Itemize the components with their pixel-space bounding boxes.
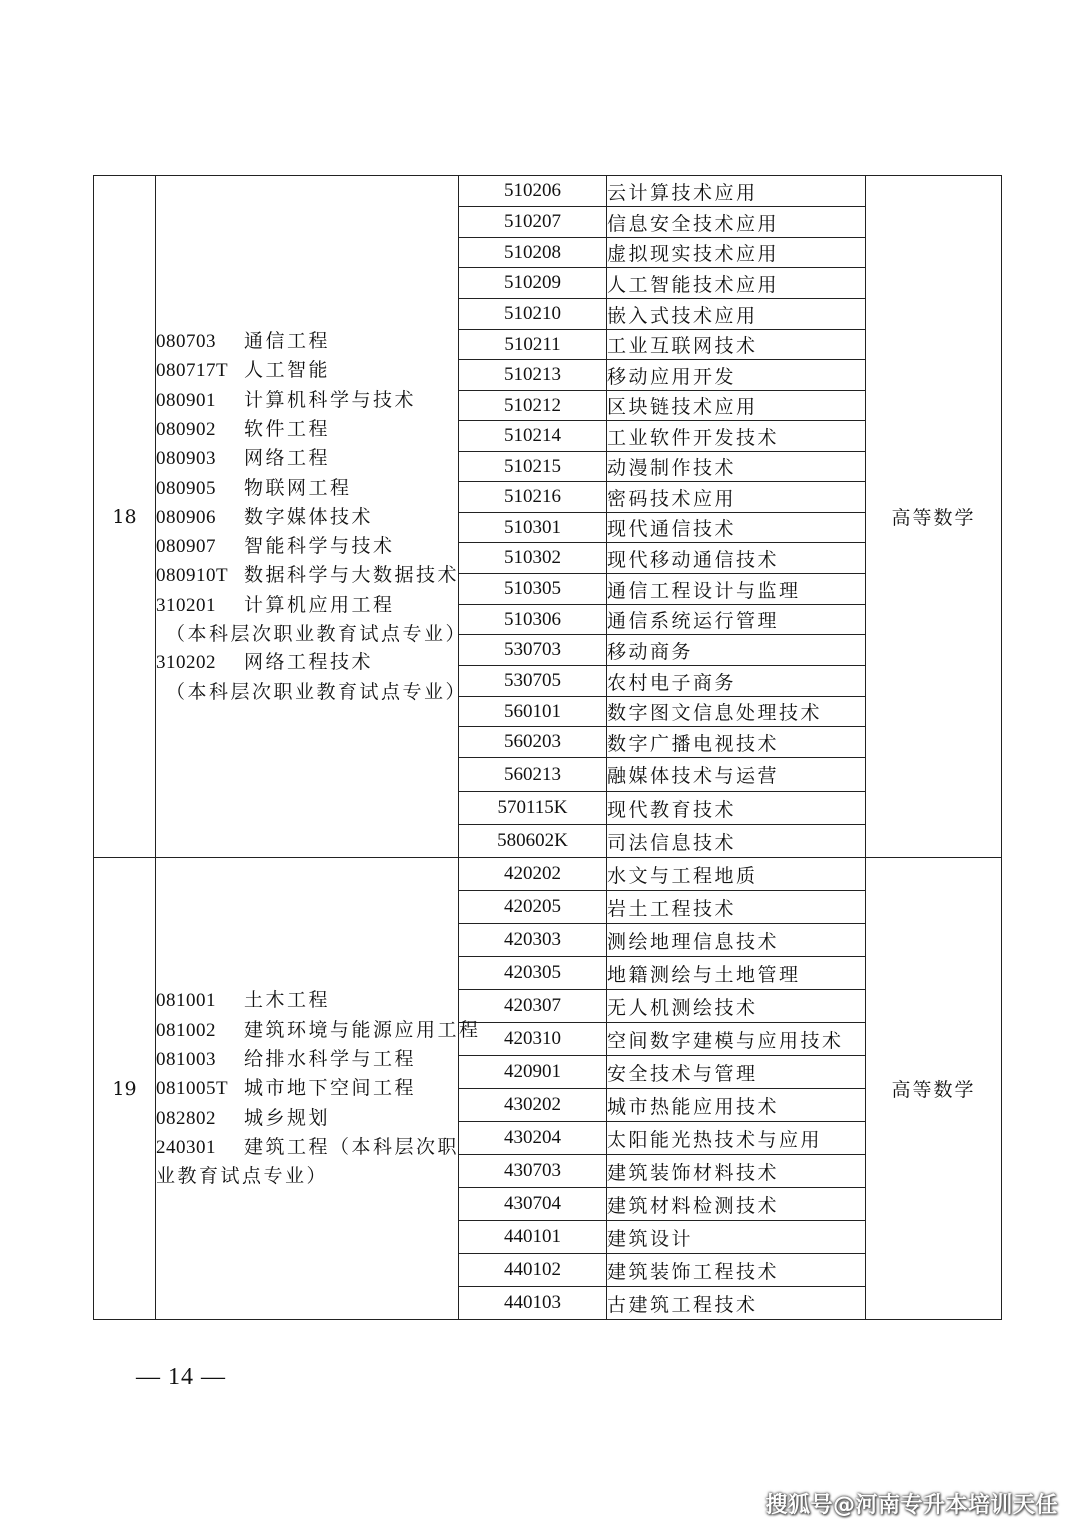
- vocational-major-code: 560213: [459, 758, 607, 792]
- vocational-major-code: 440101: [459, 1221, 607, 1254]
- bachelor-major-name: 数字媒体技术: [244, 505, 374, 528]
- exam-subject: 高等数学: [866, 858, 1002, 1320]
- bachelor-major-line: [156, 386, 458, 415]
- vocational-major-name: 区块链技术应用: [607, 391, 866, 421]
- vocational-major-code: 420307: [459, 990, 607, 1023]
- bachelor-major-line: [156, 503, 458, 532]
- bachelor-major-code: 240301: [156, 1136, 216, 1158]
- bachelor-major-name: 给排水科学与工程: [244, 1048, 417, 1071]
- bachelor-major-name: 人工智能: [244, 359, 331, 382]
- bachelor-major-code: 081005T: [156, 1078, 229, 1100]
- bachelor-major-code: 310202: [156, 652, 216, 674]
- bachelor-major-line: [156, 678, 468, 706]
- vocational-major-name: 农村电子商务: [607, 666, 866, 697]
- bachelor-major-line: [156, 474, 458, 503]
- vocational-major-name: 人工智能技术应用: [607, 268, 866, 299]
- table-row: [94, 858, 1002, 891]
- vocational-major-name: 云计算技术应用: [607, 176, 866, 207]
- vocational-major-code: 510207: [459, 207, 607, 238]
- vocational-major-name: 信息安全技术应用: [607, 207, 866, 238]
- bachelor-major-line: [156, 561, 458, 590]
- vocational-major-code: 510306: [459, 605, 607, 635]
- vocational-major-name: 通信工程设计与监理: [607, 574, 866, 605]
- vocational-major-code: 530705: [459, 666, 607, 697]
- vocational-major-name: 古建筑工程技术: [607, 1287, 866, 1320]
- vocational-major-code: 510206: [459, 176, 607, 207]
- vocational-major-code: 510301: [459, 513, 607, 543]
- vocational-major-name: 数字图文信息处理技术: [607, 697, 866, 727]
- table-body: [94, 176, 1002, 1320]
- vocational-major-code: 580602K: [459, 825, 607, 858]
- vocational-major-name: 现代移动通信技术: [607, 543, 866, 574]
- bachelor-major-name: 软件工程: [244, 417, 331, 440]
- vocational-major-code: 510213: [459, 360, 607, 391]
- vocational-major-code: 420305: [459, 957, 607, 990]
- exam-subject: 高等数学: [866, 176, 1002, 858]
- page-number: — 14 —: [136, 1364, 226, 1390]
- vocational-major-code: 510305: [459, 574, 607, 605]
- bachelor-major-name: 智能科学与技术: [244, 535, 395, 558]
- bachelor-major-code: 080902: [156, 418, 216, 440]
- vocational-major-name: 移动商务: [607, 635, 866, 666]
- vocational-major-name: 水文与工程地质: [607, 858, 866, 891]
- vocational-major-name: 嵌入式技术应用: [607, 299, 866, 330]
- bachelor-majors-cell: [156, 176, 468, 858]
- vocational-major-code: 420310: [459, 1023, 607, 1056]
- bachelor-major-line: [156, 620, 468, 648]
- vocational-major-code: 430202: [459, 1089, 607, 1122]
- bachelor-major-name: 城市地下空间工程: [244, 1077, 417, 1100]
- bachelor-major-line: [156, 444, 458, 473]
- vocational-major-code: 420205: [459, 891, 607, 924]
- vocational-major-name: 动漫制作技术: [607, 452, 866, 482]
- table-row: [94, 176, 1002, 207]
- vocational-major-code: 510209: [459, 268, 607, 299]
- bachelor-major-continuation: 业教育试点专业）: [156, 1165, 329, 1188]
- vocational-major-name: 移动应用开发: [607, 360, 866, 391]
- bachelor-major-code: 310201: [156, 594, 216, 616]
- vocational-major-name: 地籍测绘与土地管理: [607, 957, 866, 990]
- vocational-major-code: 570115K: [459, 792, 607, 825]
- vocational-major-name: 城市热能应用技术: [607, 1089, 866, 1122]
- bachelor-major-code: 080903: [156, 448, 216, 470]
- vocational-major-name: 建筑装饰材料技术: [607, 1155, 866, 1188]
- bachelor-major-name: 数据科学与大数据技术: [244, 564, 460, 587]
- bachelor-major-line: [156, 1104, 458, 1133]
- vocational-major-code: 430704: [459, 1188, 607, 1221]
- bachelor-major-code: 080907: [156, 536, 216, 558]
- bachelor-major-line: [156, 1016, 481, 1045]
- bachelor-major-name: 建筑环境与能源应用工程: [244, 1018, 481, 1041]
- bachelor-major-code: 080901: [156, 389, 216, 411]
- vocational-major-name: 建筑材料检测技术: [607, 1188, 866, 1221]
- vocational-major-code: 560101: [459, 697, 607, 727]
- bachelor-major-note: （本科层次职业教育试点专业）: [166, 623, 468, 646]
- bachelor-major-name: 物联网工程: [244, 476, 352, 499]
- bachelor-major-name: 通信工程: [244, 330, 331, 353]
- bachelor-major-line: [156, 1133, 458, 1162]
- bachelor-majors-cell: [156, 858, 481, 1320]
- vocational-major-code: 530703: [459, 635, 607, 666]
- bachelor-major-line: [156, 648, 458, 677]
- vocational-major-name: 无人机测绘技术: [607, 990, 866, 1023]
- bachelor-major-code: 080905: [156, 477, 216, 499]
- vocational-major-name: 空间数字建模与应用技术: [607, 1023, 866, 1056]
- bachelor-major-line: [156, 1162, 458, 1190]
- bachelor-major-code: 080703: [156, 331, 216, 353]
- bachelor-major-code: 082802: [156, 1107, 216, 1129]
- bachelor-major-code: 080906: [156, 506, 216, 528]
- bachelor-major-name: 网络工程技术: [244, 651, 374, 674]
- bachelor-major-code: 081001: [156, 990, 216, 1012]
- vocational-major-name: 通信系统运行管理: [607, 605, 866, 635]
- bachelor-major-name: 城乡规划: [244, 1106, 331, 1129]
- vocational-major-code: 510214: [459, 421, 607, 452]
- vocational-major-code: 420202: [459, 858, 607, 891]
- bachelor-major-line: [156, 591, 458, 620]
- vocational-major-name: 建筑装饰工程技术: [607, 1254, 866, 1287]
- vocational-major-name: 密码技术应用: [607, 482, 866, 513]
- bachelor-major-code: 081003: [156, 1049, 216, 1071]
- vocational-major-code: 510215: [459, 452, 607, 482]
- vocational-major-name: 测绘地理信息技术: [607, 924, 866, 957]
- vocational-major-name: 建筑设计: [607, 1221, 866, 1254]
- vocational-major-code: 510212: [459, 391, 607, 421]
- vocational-major-code: 510210: [459, 299, 607, 330]
- vocational-major-name: 现代教育技术: [607, 792, 866, 825]
- vocational-major-name: 现代通信技术: [607, 513, 866, 543]
- bachelor-major-name: 建筑工程（本科层次职: [244, 1135, 460, 1158]
- vocational-major-code: 440103: [459, 1287, 607, 1320]
- bachelor-major-name: 土木工程: [244, 989, 331, 1012]
- vocational-major-name: 岩土工程技术: [607, 891, 866, 924]
- bachelor-major-line: [156, 986, 458, 1015]
- vocational-major-code: 430204: [459, 1122, 607, 1155]
- bachelor-major-line: [156, 415, 458, 444]
- bachelor-major-code: 080910T: [156, 565, 229, 587]
- watermark: 搜狐号@河南专升本培训天任: [765, 1493, 1058, 1518]
- vocational-major-code: 560203: [459, 727, 607, 758]
- group-number: 18: [94, 176, 156, 858]
- vocational-major-name: 工业软件开发技术: [607, 421, 866, 452]
- vocational-major-code: 420303: [459, 924, 607, 957]
- vocational-major-code: 510302: [459, 543, 607, 574]
- bachelor-major-line: [156, 1045, 458, 1074]
- vocational-major-code: 510216: [459, 482, 607, 513]
- vocational-major-name: 虚拟现实技术应用: [607, 238, 866, 268]
- vocational-major-name: 太阳能光热技术与应用: [607, 1122, 866, 1155]
- vocational-major-name: 安全技术与管理: [607, 1056, 866, 1089]
- bachelor-major-line: [156, 327, 458, 356]
- vocational-major-name: 司法信息技术: [607, 825, 866, 858]
- bachelor-major-note: （本科层次职业教育试点专业）: [166, 680, 468, 703]
- vocational-major-code: 510208: [459, 238, 607, 268]
- bachelor-major-line: [156, 1074, 458, 1103]
- bachelor-major-name: 计算机科学与技术: [244, 388, 417, 411]
- vocational-major-code: 420901: [459, 1056, 607, 1089]
- bachelor-major-line: [156, 356, 458, 385]
- vocational-major-code: 510211: [459, 330, 607, 360]
- vocational-major-name: 数字广播电视技术: [607, 727, 866, 758]
- group-number: 19: [94, 858, 156, 1320]
- bachelor-major-code: 080717T: [156, 360, 229, 382]
- major-mapping-table: [93, 175, 1002, 1320]
- bachelor-major-name: 网络工程: [244, 447, 331, 470]
- vocational-major-code: 440102: [459, 1254, 607, 1287]
- bachelor-major-line: [156, 532, 458, 561]
- bachelor-major-code: 081002: [156, 1019, 216, 1041]
- vocational-major-name: 融媒体技术与运营: [607, 758, 866, 792]
- bachelor-major-name: 计算机应用工程: [244, 593, 395, 616]
- vocational-major-code: 430703: [459, 1155, 607, 1188]
- vocational-major-name: 工业互联网技术: [607, 330, 866, 360]
